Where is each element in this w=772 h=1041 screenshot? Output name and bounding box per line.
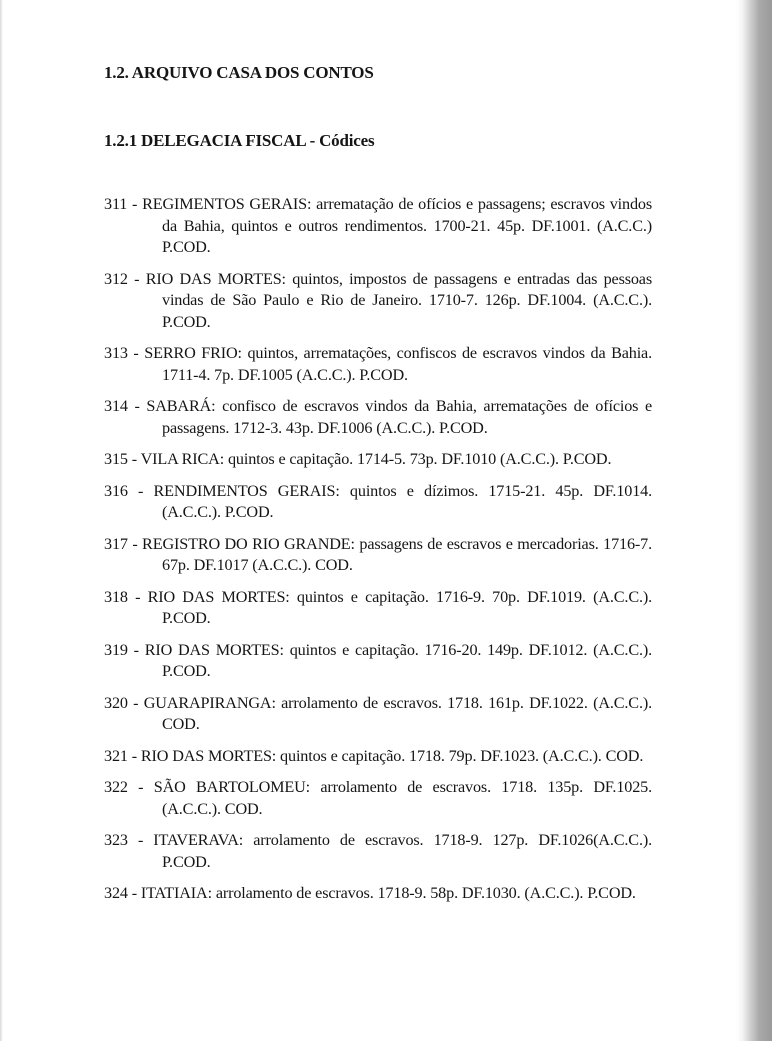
catalog-entry-324: 324 - ITATIAIA: arrolamento de escravos. 1718-9. 58p. DF.1030. (A.C.C.). P.COD.	[104, 884, 636, 902]
catalog-entry-313: 313 - SERRO FRIO: quintos, arrematações, confiscos de escravos vindos da Bahia. 1711-4. 7p. DF.1005 (A.C.C.). P.COD.	[104, 344, 652, 384]
book-gutter-shadow	[736, 0, 772, 1041]
catalog-entry-321: 321 - RIO DAS MORTES: quintos e capitação. 1718. 79p. DF.1023. (A.C.C.). COD.	[104, 746, 644, 765]
catalog-entry-322: 322 - SÃO BARTOLOMEU: arrolamento de escravos. 1718. 135p. DF.1025. (A.C.C.). COD.	[104, 778, 652, 818]
catalog-entry-311: 311 - REGIMENTOS GERAIS: arrematação de ofícios e passagens; escravos vindos da Bahia, quintos e outros rendimentos. 1700-21. 45p. DF.1001. (A.C.C.) P.COD.	[104, 195, 652, 256]
catalog-entry-323: 323 - ITAVERAVA: arrolamento de escravos. 1718-9. 127p. DF.1026(A.C.C.). P.COD.	[104, 831, 652, 871]
catalog-entry-314: 314 - SABARÁ: confisco de escravos vindos da Bahia, arrematações de ofícios e passagens. 1712-3. 43p. DF.1006 (A.C.C.). P.COD.	[104, 397, 652, 437]
catalog-entry-list	[104, 194, 652, 905]
catalog-entry-319: 319 - RIO DAS MORTES: quintos e capitação. 1716-20. 149p. DF.1012. (A.C.C.). P.COD.	[104, 640, 652, 680]
catalog-entry-316: 316 - RENDIMENTOS GERAIS: quintos e dízimos. 1715-21. 45p. DF.1014. (A.C.C.). P.COD.	[104, 481, 652, 521]
catalog-entry-318: 318 - RIO DAS MORTES: quintos e capitação. 1716-9. 70p. DF.1019. (A.C.C.). P.COD.	[104, 587, 652, 627]
catalog-entry-315: 315 - VILA RICA: quintos e capitação. 1714-5. 73p. DF.1010 (A.C.C.). P.COD.	[104, 450, 612, 468]
subsection-heading: 1.2.1 DELEGACIA FISCAL - Códices	[104, 131, 375, 150]
page-left-edge-shadow	[0, 0, 3, 1041]
catalog-entry-312: 312 - RIO DAS MORTES: quintos, impostos de passagens e entradas das pessoas vindas de São Paulo e Rio de Janeiro. 1710-7. 126p. DF.1004. (A.C.C.). P.COD.	[104, 269, 652, 331]
catalog-entry-320: 320 - GUARAPIRANGA: arrolamento de escravos. 1718. 161p. DF.1022. (A.C.C.). COD.	[104, 693, 652, 733]
catalog-entry-317: 317 - REGISTRO DO RIO GRANDE: passagens de escravos e mercadorias. 1716-7. 67p. DF.1017 (A.C.C.). COD.	[104, 534, 652, 574]
section-heading: 1.2. ARQUIVO CASA DOS CONTOS	[104, 63, 374, 82]
